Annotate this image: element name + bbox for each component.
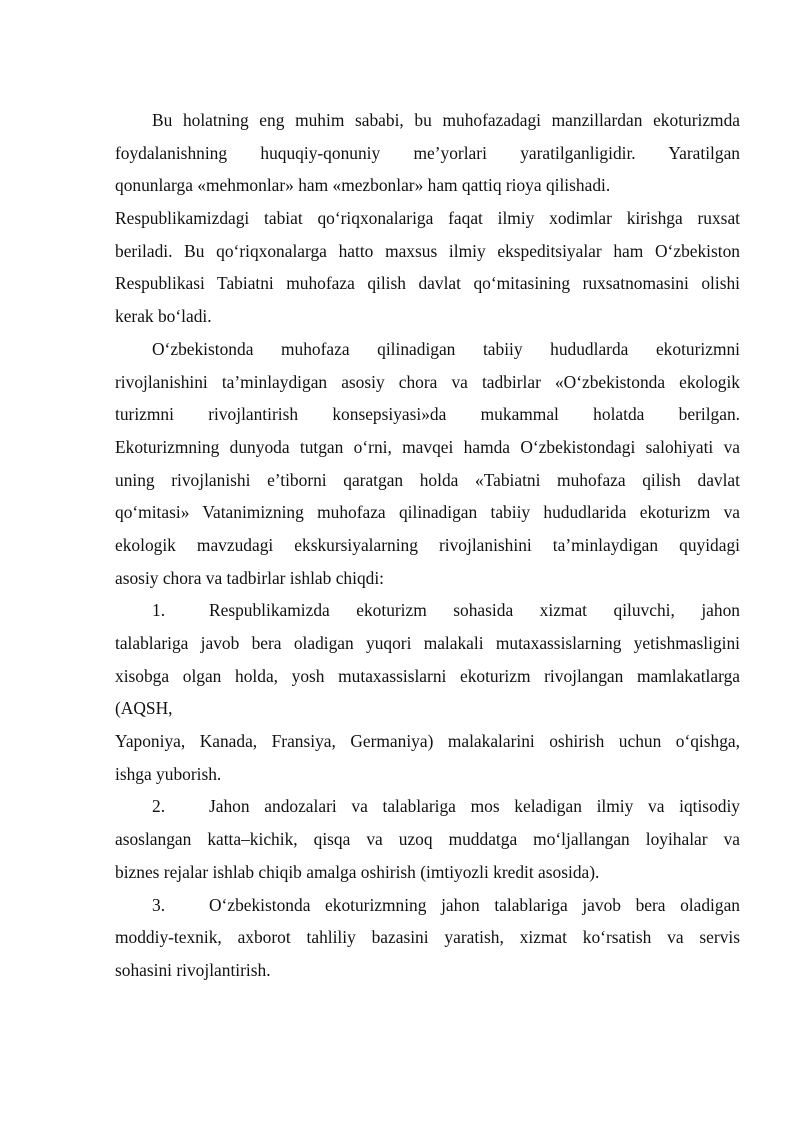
text-line: O‘zbekistonda ekoturizmning jahon talablariga javob bera oladigan: [209, 894, 740, 915]
text-line: qonunlarga «mehmonlar» ham «mezbonlar» ham qattiq rioya qilishadi.: [115, 175, 611, 196]
text-line: Yaponiya, Kanada, Fransiya, Germaniya) malakalarini oshirish uchun o‘qishga,: [115, 731, 740, 752]
text-line: turizmni rivojlantirish konsepsiyasi»da mukammal holatda berilgan.: [115, 404, 740, 425]
text-line: asoslangan katta–kichik, qisqa va uzoq muddatga mo‘ljallangan loyihalar va: [115, 829, 740, 850]
text-line: ekologik mavzudagi ekskursiyalarning rivojlanishini ta’minlaydigan quyidagi: [115, 534, 740, 555]
text-line: ishga yuborish.: [115, 763, 222, 784]
text-line: asosiy chora va tadbirlar ishlab chiqdi:: [115, 567, 384, 588]
text-line: xisobga olgan holda, yosh mutaxassislarni ekoturizm rivojlangan mamlakatlarga: [115, 665, 740, 686]
paragraph-3: [115, 333, 740, 595]
text-line: Ekoturizmning dunyoda tutgan o‘rni, mavqei hamda O‘zbekistondagi salohiyati va: [115, 436, 740, 457]
list-item-2: [115, 790, 740, 888]
list-item-first-line: [115, 594, 740, 627]
text-line: Bu holatning eng muhim sababi, bu muhofazadagi manzillardan ekoturizmda: [152, 110, 740, 130]
list-number: 1.: [152, 600, 166, 621]
text-line: sohasini rivojlantirish.: [115, 959, 271, 980]
list-item-3: [115, 889, 740, 987]
text-line: uning rivojlanishi e’tiborni qaratgan holda «Tabiatni muhofaza qilish davlat: [115, 469, 740, 490]
text-line: Respublikamizdagi tabiat qo‘riqxonalariga faqat ilmiy xodimlar kirishga ruxsat: [115, 208, 740, 229]
text-line: qo‘mitasi» Vatanimizning muhofaza qilinadigan tabiiy hududlarida ekoturizm va: [115, 502, 740, 523]
text-line: moddiy-texnik, axborot tahliliy bazasini yaratish, xizmat ko‘rsatish va servis: [115, 927, 740, 948]
text-line: rivojlanishini ta’minlaydigan asosiy chora va tadbirlar «O‘zbekistonda ekologik: [115, 371, 740, 392]
text-line: biznes rejalar ishlab chiqib amalga oshirish (imtiyozli kredit asosida).: [115, 861, 600, 882]
list-item-first-line: [115, 889, 740, 922]
list-item-first-line: [115, 790, 740, 823]
list-item-1: [115, 594, 740, 790]
text-line: O‘zbekistonda muhofaza qilinadigan tabiiy hududlarda ekoturizmni: [152, 338, 740, 359]
text-line: Respublikamizda ekoturizm sohasida xizmat qiluvchi, jahon: [209, 600, 740, 621]
text-line: (AQSH,: [115, 698, 173, 719]
paragraph-1: [115, 104, 740, 202]
paragraph-2: [115, 202, 740, 333]
text-line: talablariga javob bera oladigan yuqori malakali mutaxassislarning yetishmasligini: [115, 633, 740, 653]
list-number: 2.: [152, 796, 166, 817]
text-line: beriladi. Bu qo‘riqxonalarga hatto maxsus ilmiy ekspeditsiyalar ham O‘zbekiston: [115, 240, 740, 261]
list-number: 3.: [152, 894, 166, 915]
text-line: Respublikasi Tabiatni muhofaza qilish davlat qo‘mitasining ruxsatnomasini olishi: [115, 273, 740, 294]
text-line: foydalanishning huquqiy-qonuniy me’yorlari yaratilganligidir. Yaratilgan: [115, 142, 740, 163]
text-line: Jahon andozalari va talablariga mos keladigan ilmiy va iqtisodiy: [209, 796, 740, 817]
document-page: [115, 104, 740, 987]
text-line: kerak bo‘ladi.: [115, 306, 212, 327]
